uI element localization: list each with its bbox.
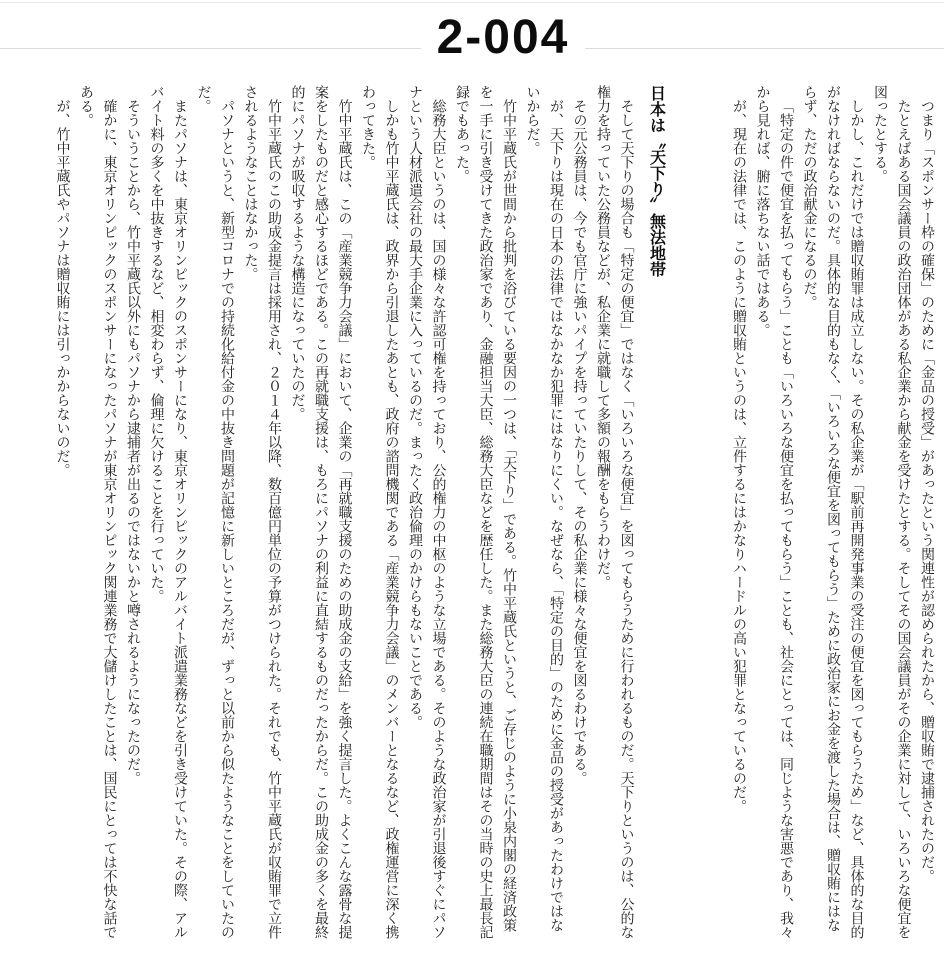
page-title [0, 0, 944, 64]
paragraph: 総務大臣というのは、国の様々な許認可権を持っており、公的権力の中枢のような立場である。そのような政治家が引退後すぐにパソナという人材派遣会社の最大手企業に入っているのだ。まったく政治倫理のかけらもないことである。 [407, 85, 446, 939]
paragraph: 「特定の件で便宜を払ってもらう」ことも「いろいろな便宜を払ってもらう」ことも、社会にとっては、同じような害悪であり、我々から見れば、腑に落ちない話ではある。 [754, 85, 793, 939]
paragraph: その元公務員は、今でも官庁に強いパイプを持っていたりして、その私企業に様々な便宜を図るわけである。 [571, 99, 587, 785]
paragraph: またパソナは、東京オリンピックのスポンサーになり、東京オリンピックのアルバイト派遣業務などを引き受けていた。その際、アルバイト料の多くを中抜きするなど、相変わらず、倫理に欠けることを行っていた。 [148, 85, 187, 939]
paragraph: そういうことから、竹中平蔵氏以外にもパソナから逮捕者が出るのではないかと噂されるようになったのだ。 [125, 99, 140, 785]
paragraph: そして天下りの場合も「特定の便宜」ではなく「いろいろな便宜」を図ってもらうために行われるものだ。天下りというのは、公的な権力を持っていた公務員などが、私企業に就職して多額の報酬をもらうわけだ。 [595, 85, 634, 939]
article-body [50, 85, 938, 939]
paragraph: が、天下りは現在の日本の法律ではなかなか犯罪にはなりにくい。なぜなら、「特定の目的」のために金品の授受があったわけではないからだ。 [524, 85, 563, 932]
paragraph: つまり「スポンサー枠の確保」のために「金品の授受」があったという関連性が認められたから、贈収賄で逮捕されたのだ。 [919, 99, 934, 883]
paragraph: 竹中平蔵氏が世間から批判を浴びている要因の一つは、「天下り」である。竹中平蔵氏というと、ご存じのように小泉内閣の経済政策を一手に引き受けてきた政治家であり、金融担当大臣、総務大臣などを歴任した。また総務大臣の連続在職期間はその当時の史上最長記録でもあった。 [454, 85, 516, 939]
paragraph: が、竹中平蔵氏やパソナは贈収賄には引っかからないのだ。 [54, 99, 70, 477]
paragraph: パソナというと、新型コロナでの持続化給付金の中抜き問題が記憶に新しいところだが、ずっと以前から似たようなことをしていたのだ。 [195, 85, 234, 939]
paragraph: 竹中平蔵氏のこの助成金提言は採用され、２０１４年以降、数百億円単位の予算がつけられた。それでも、竹中平蔵氏が収賄罪で立件されるようなことはなかった。 [242, 85, 281, 939]
page-title-text: 2-004 [421, 14, 586, 62]
paragraph: 竹中平蔵氏は、この「産業競争力会議」において、企業の「再就職支援のための助成金の支給」を強く提言した。よくこんな露骨な提案をしたものだと感心するほどである。この再就職支援は、もろにパソナの利益に直結するものだったからだ。この助成金の多くを最終的にパソナが吸収するような構造になっていたのだ。 [289, 85, 352, 939]
paragraph: しかし、これだけでは贈収賄罪は成立しない。その私企業が「駅前再開発事業の受注の便宜を図ってもらうため」など、具体的な目的がなければならないのだ。具体的な目的もなく、「いろいろな便宜を図ってもらう」ために政治家にお金を渡した場合は、贈収賄にはならず、ただの政治献金になるのだ。 [801, 85, 864, 939]
section-heading: 日本は〝天下り〟無法地帯 [647, 85, 665, 277]
paragraph: が、現在の法律では、このように贈収賄というのは、立件するにはかなりハードルの高い犯罪となっているのだ。 [731, 99, 746, 813]
paragraph: しかも竹中平蔵氏は、政界から引退したあとも、政府の諮問機関である「産業競争力会議」のメンバーとなるなど、政権運営に深く携わってきた。 [360, 85, 399, 939]
paragraph: 確かに、東京オリンピックのスポンサーになったパソナが東京オリンピック関連業務で大儲けしたことは、国民にとっては不快な話である。 [78, 85, 117, 939]
paragraph: たとえばある国会議員の政治団体がある私企業から献金を受けたとする。そしてその国会議員がその企業に対して、いろいろな便宜を図ったとする。 [872, 85, 911, 939]
